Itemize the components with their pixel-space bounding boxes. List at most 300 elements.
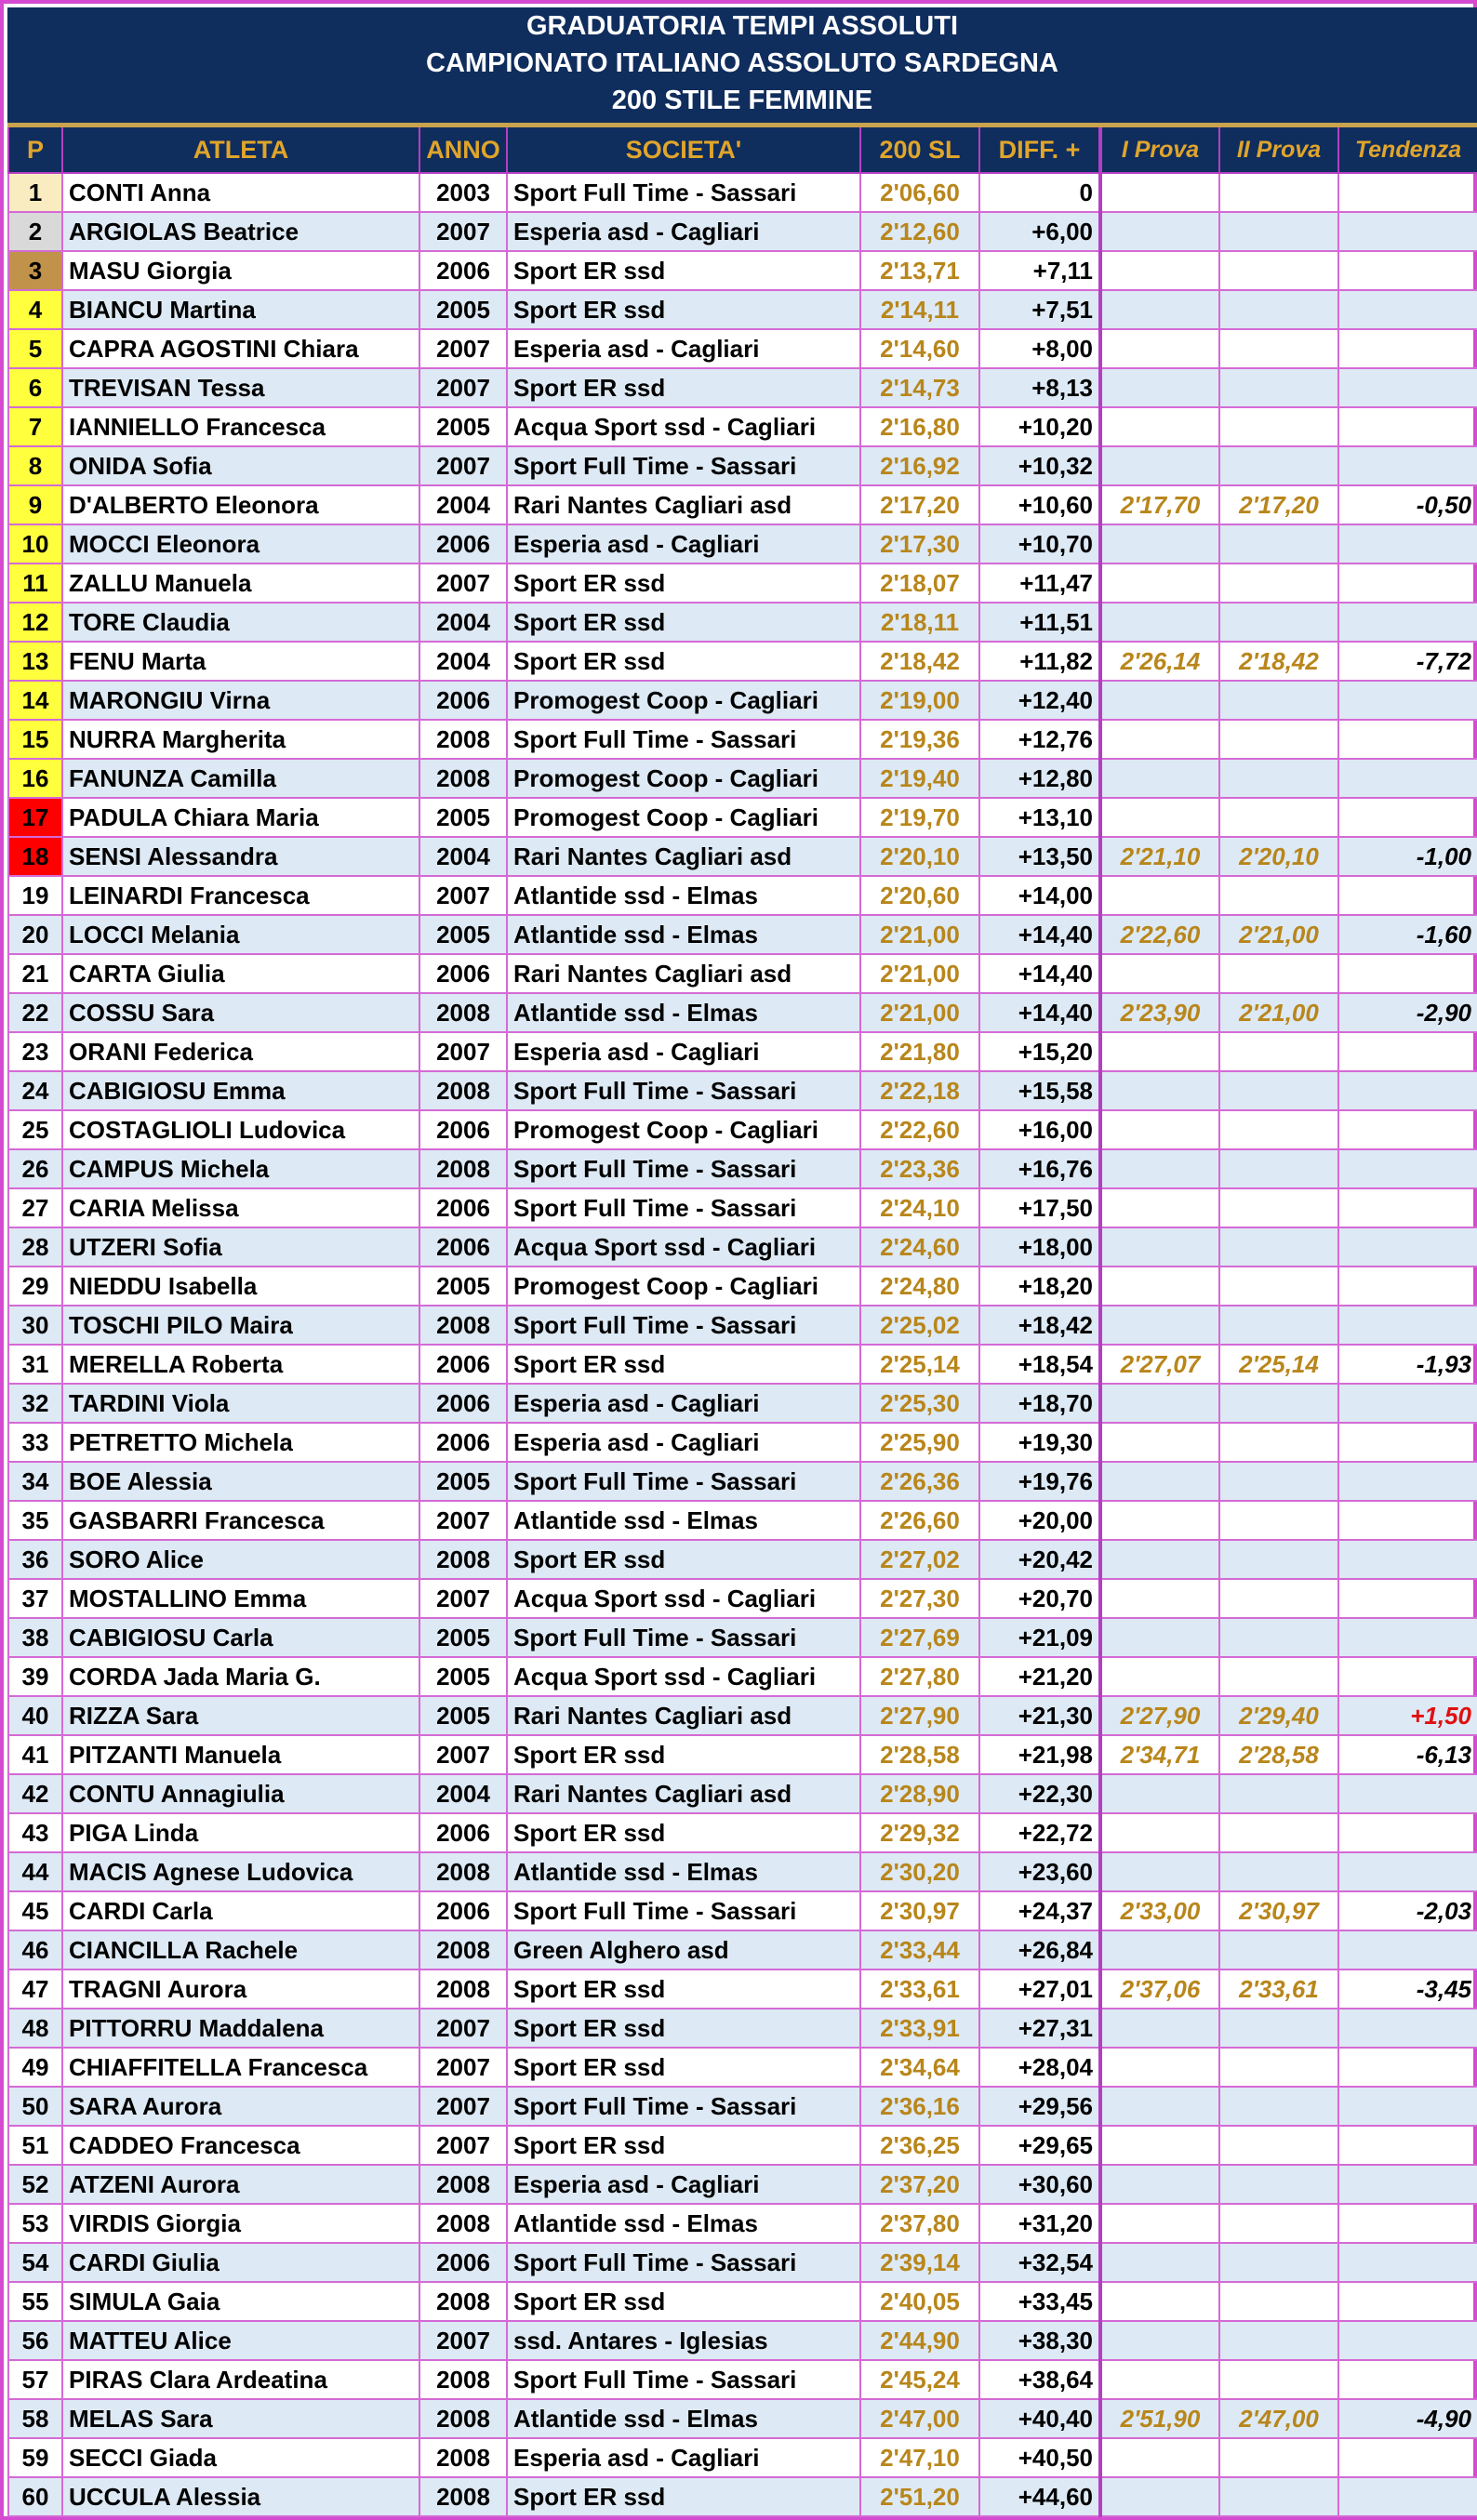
table-row (8, 2126, 1477, 2165)
second-trial-time (1219, 1306, 1338, 1345)
first-trial-time (1100, 1657, 1219, 1696)
first-trial-time (1100, 173, 1219, 212)
club-name: Sport ER ssd (507, 2126, 860, 2165)
race-time: 2'19,36 (860, 720, 979, 759)
row-position: 48 (8, 2009, 62, 2048)
table-row (8, 1462, 1477, 1501)
first-trial-time (1100, 798, 1219, 837)
table-row (8, 1345, 1477, 1384)
row-position: 8 (8, 446, 62, 485)
race-time: 2'25,30 (860, 1384, 979, 1423)
first-trial-time: 2'27,90 (1100, 1696, 1219, 1735)
second-trial-time: 2'17,20 (1219, 485, 1338, 524)
second-trial-time (1219, 1188, 1338, 1227)
second-trial-time (1219, 329, 1338, 368)
club-name: Sport ER ssd (507, 2282, 860, 2321)
race-time: 2'21,00 (860, 993, 979, 1032)
race-time: 2'27,30 (860, 1579, 979, 1618)
table-row (8, 1930, 1477, 1970)
first-trial-time (1100, 2204, 1219, 2243)
race-time: 2'30,97 (860, 1891, 979, 1930)
first-trial-time (1100, 1110, 1219, 1149)
first-trial-time (1100, 1306, 1219, 1345)
row-position: 16 (8, 759, 62, 798)
trend-value (1338, 251, 1477, 290)
time-difference: +21,09 (979, 1618, 1100, 1657)
race-time: 2'25,14 (860, 1345, 979, 1384)
row-position: 23 (8, 1032, 62, 1071)
time-difference: +18,70 (979, 1384, 1100, 1423)
race-time: 2'33,91 (860, 2009, 979, 2048)
race-time: 2'21,80 (860, 1032, 979, 1071)
second-trial-time: 2'18,42 (1219, 642, 1338, 681)
race-time: 2'18,11 (860, 603, 979, 642)
athlete-name: ZALLU Manuela (62, 564, 419, 603)
athlete-name: PITZANTI Manuela (62, 1735, 419, 1774)
birth-year: 2005 (419, 1267, 507, 1306)
trend-value (1338, 2165, 1477, 2204)
first-trial-time (1100, 2009, 1219, 2048)
time-difference: +29,56 (979, 2087, 1100, 2126)
birth-year: 2008 (419, 2360, 507, 2399)
col-header-athlete: ATLETA (62, 126, 419, 174)
first-trial-time (1100, 368, 1219, 407)
athlete-name: MASU Giorgia (62, 251, 419, 290)
row-position: 30 (8, 1306, 62, 1345)
trend-value (1338, 329, 1477, 368)
birth-year: 2005 (419, 290, 507, 329)
club-name: Sport Full Time - Sassari (507, 720, 860, 759)
second-trial-time (1219, 1267, 1338, 1306)
time-difference: +10,70 (979, 524, 1100, 564)
second-trial-time (1219, 1501, 1338, 1540)
time-difference: +7,51 (979, 290, 1100, 329)
club-name: Sport ER ssd (507, 290, 860, 329)
birth-year: 2008 (419, 1540, 507, 1579)
trend-value (1338, 173, 1477, 212)
second-trial-time (1219, 2282, 1338, 2321)
time-difference: +20,00 (979, 1501, 1100, 1540)
row-position: 3 (8, 251, 62, 290)
race-time: 2'37,80 (860, 2204, 979, 2243)
second-trial-time (1219, 1462, 1338, 1501)
athlete-name: PETRETTO Michela (62, 1423, 419, 1462)
time-difference: +15,58 (979, 1071, 1100, 1110)
birth-year: 2006 (419, 1813, 507, 1852)
athlete-name: NURRA Margherita (62, 720, 419, 759)
race-time: 2'22,18 (860, 1071, 979, 1110)
time-difference: +14,00 (979, 876, 1100, 915)
club-name: Green Alghero asd (507, 1930, 860, 1970)
trend-value: -2,90 (1338, 993, 1477, 1032)
race-time: 2'27,69 (860, 1618, 979, 1657)
time-difference: +24,37 (979, 1891, 1100, 1930)
club-name: Acqua Sport ssd - Cagliari (507, 1579, 860, 1618)
second-trial-time (1219, 1032, 1338, 1071)
club-name: Sport Full Time - Sassari (507, 1891, 860, 1930)
birth-year: 2006 (419, 1384, 507, 1423)
table-row (8, 759, 1477, 798)
club-name: Sport Full Time - Sassari (507, 173, 860, 212)
birth-year: 2005 (419, 798, 507, 837)
race-time: 2'47,00 (860, 2399, 979, 2438)
table-row (8, 2438, 1477, 2477)
athlete-name: MERELLA Roberta (62, 1345, 419, 1384)
birth-year: 2007 (419, 1735, 507, 1774)
club-name: Sport ER ssd (507, 1813, 860, 1852)
row-position: 17 (8, 798, 62, 837)
row-position: 39 (8, 1657, 62, 1696)
club-name: Sport Full Time - Sassari (507, 1071, 860, 1110)
club-name: Esperia asd - Cagliari (507, 1032, 860, 1071)
row-position: 6 (8, 368, 62, 407)
time-difference: +30,60 (979, 2165, 1100, 2204)
trend-value (1338, 876, 1477, 915)
club-name: Rari Nantes Cagliari asd (507, 954, 860, 993)
birth-year: 2006 (419, 681, 507, 720)
first-trial-time: 2'34,71 (1100, 1735, 1219, 1774)
first-trial-time (1100, 329, 1219, 368)
trend-value (1338, 564, 1477, 603)
row-position: 41 (8, 1735, 62, 1774)
athlete-name: CIANCILLA Rachele (62, 1930, 419, 1970)
trend-value (1338, 2321, 1477, 2360)
results-table (7, 123, 1477, 2517)
first-trial-time (1100, 2360, 1219, 2399)
club-name: Esperia asd - Cagliari (507, 2438, 860, 2477)
row-position: 4 (8, 290, 62, 329)
table-row (8, 954, 1477, 993)
race-time: 2'27,80 (860, 1657, 979, 1696)
second-trial-time (1219, 1540, 1338, 1579)
second-trial-time (1219, 759, 1338, 798)
row-position: 25 (8, 1110, 62, 1149)
table-row (8, 1579, 1477, 1618)
time-difference: +12,80 (979, 759, 1100, 798)
race-time: 2'47,10 (860, 2438, 979, 2477)
row-position: 13 (8, 642, 62, 681)
table-row (8, 798, 1477, 837)
trend-value (1338, 798, 1477, 837)
row-position: 36 (8, 1540, 62, 1579)
table-row (8, 1774, 1477, 1813)
second-trial-time (1219, 1227, 1338, 1267)
time-difference: +33,45 (979, 2282, 1100, 2321)
athlete-name: TRAGNI Aurora (62, 1970, 419, 2009)
birth-year: 2006 (419, 1423, 507, 1462)
first-trial-time: 2'33,00 (1100, 1891, 1219, 1930)
second-trial-time (1219, 524, 1338, 564)
table-row (8, 2321, 1477, 2360)
athlete-name: ARGIOLAS Beatrice (62, 212, 419, 251)
club-name: Sport Full Time - Sassari (507, 1618, 860, 1657)
trend-value: -1,60 (1338, 915, 1477, 954)
club-name: Atlantide ssd - Elmas (507, 915, 860, 954)
race-time: 2'14,73 (860, 368, 979, 407)
athlete-name: CARDI Giulia (62, 2243, 419, 2282)
athlete-name: CHIAFFITELLA Francesca (62, 2048, 419, 2087)
second-trial-time (1219, 1930, 1338, 1970)
first-trial-time (1100, 1267, 1219, 1306)
race-time: 2'22,60 (860, 1110, 979, 1149)
time-difference: +10,20 (979, 407, 1100, 446)
second-trial-time (1219, 1384, 1338, 1423)
col-header-trend: Tendenza (1338, 126, 1477, 174)
birth-year: 2006 (419, 1188, 507, 1227)
time-difference: +8,13 (979, 368, 1100, 407)
time-difference: +18,42 (979, 1306, 1100, 1345)
second-trial-time (1219, 2165, 1338, 2204)
trend-value: -1,93 (1338, 1345, 1477, 1384)
birth-year: 2004 (419, 485, 507, 524)
athlete-name: MELAS Sara (62, 2399, 419, 2438)
race-time: 2'26,36 (860, 1462, 979, 1501)
race-time: 2'30,20 (860, 1852, 979, 1891)
race-time: 2'29,32 (860, 1813, 979, 1852)
trend-value: -3,45 (1338, 1970, 1477, 2009)
athlete-name: CARTA Giulia (62, 954, 419, 993)
second-trial-time (1219, 1852, 1338, 1891)
birth-year: 2008 (419, 759, 507, 798)
first-trial-time (1100, 1032, 1219, 1071)
race-time: 2'23,36 (860, 1149, 979, 1188)
table-row (8, 2048, 1477, 2087)
birth-year: 2005 (419, 1657, 507, 1696)
time-difference: +28,04 (979, 2048, 1100, 2087)
second-trial-time (1219, 681, 1338, 720)
race-time: 2'24,10 (860, 1188, 979, 1227)
time-difference: +44,60 (979, 2477, 1100, 2516)
second-trial-time (1219, 2438, 1338, 2477)
first-trial-time (1100, 876, 1219, 915)
club-name: Atlantide ssd - Elmas (507, 2399, 860, 2438)
birth-year: 2008 (419, 2399, 507, 2438)
trend-value (1338, 290, 1477, 329)
second-trial-time (1219, 173, 1338, 212)
first-trial-time (1100, 2165, 1219, 2204)
trend-value (1338, 2477, 1477, 2516)
birth-year: 2004 (419, 837, 507, 876)
club-name: Promogest Coop - Cagliari (507, 1110, 860, 1149)
trend-value (1338, 1540, 1477, 1579)
first-trial-time (1100, 1579, 1219, 1618)
first-trial-time (1100, 759, 1219, 798)
athlete-name: MOSTALLINO Emma (62, 1579, 419, 1618)
club-name: Esperia asd - Cagliari (507, 524, 860, 564)
race-time: 2'25,90 (860, 1423, 979, 1462)
trend-value: -7,72 (1338, 642, 1477, 681)
first-trial-time (1100, 1774, 1219, 1813)
athlete-name: LEINARDI Francesca (62, 876, 419, 915)
table-row (8, 1306, 1477, 1345)
row-position: 42 (8, 1774, 62, 1813)
table-row (8, 1267, 1477, 1306)
race-time: 2'25,02 (860, 1306, 979, 1345)
club-name: Atlantide ssd - Elmas (507, 993, 860, 1032)
table-row (8, 1501, 1477, 1540)
table-row (8, 1032, 1477, 1071)
trend-value (1338, 2048, 1477, 2087)
race-time: 2'06,60 (860, 173, 979, 212)
race-time: 2'18,42 (860, 642, 979, 681)
birth-year: 2008 (419, 1930, 507, 1970)
club-name: Sport ER ssd (507, 1540, 860, 1579)
trend-value (1338, 1188, 1477, 1227)
first-trial-time (1100, 1540, 1219, 1579)
second-trial-time (1219, 1110, 1338, 1149)
second-trial-time: 2'21,00 (1219, 915, 1338, 954)
athlete-name: CORDA Jada Maria G. (62, 1657, 419, 1696)
table-row (8, 485, 1477, 524)
athlete-name: ATZENI Aurora (62, 2165, 419, 2204)
club-name: Rari Nantes Cagliari asd (507, 485, 860, 524)
time-difference: +8,00 (979, 329, 1100, 368)
header-row (8, 126, 1477, 174)
table-row (8, 1970, 1477, 2009)
time-difference: +19,30 (979, 1423, 1100, 1462)
time-difference: +32,54 (979, 2243, 1100, 2282)
table-row (8, 368, 1477, 407)
time-difference: +11,51 (979, 603, 1100, 642)
athlete-name: TOSCHI PILO Maira (62, 1306, 419, 1345)
club-name: Atlantide ssd - Elmas (507, 1501, 860, 1540)
first-trial-time (1100, 2048, 1219, 2087)
athlete-name: PIGA Linda (62, 1813, 419, 1852)
row-position: 34 (8, 1462, 62, 1501)
race-time: 2'19,70 (860, 798, 979, 837)
row-position: 2 (8, 212, 62, 251)
row-position: 21 (8, 954, 62, 993)
first-trial-time (1100, 2321, 1219, 2360)
table-row (8, 290, 1477, 329)
birth-year: 2008 (419, 1149, 507, 1188)
time-difference: +14,40 (979, 915, 1100, 954)
athlete-name: FENU Marta (62, 642, 419, 681)
second-trial-time (1219, 954, 1338, 993)
time-difference: +31,20 (979, 2204, 1100, 2243)
second-trial-time (1219, 1774, 1338, 1813)
time-difference: +7,11 (979, 251, 1100, 290)
race-time: 2'14,60 (860, 329, 979, 368)
athlete-name: NIEDDU Isabella (62, 1267, 419, 1306)
birth-year: 2004 (419, 603, 507, 642)
trend-value (1338, 1149, 1477, 1188)
athlete-name: PIRAS Clara Ardeatina (62, 2360, 419, 2399)
row-position: 33 (8, 1423, 62, 1462)
row-position: 7 (8, 407, 62, 446)
trend-value (1338, 1110, 1477, 1149)
trend-value (1338, 1227, 1477, 1267)
athlete-name: CONTI Anna (62, 173, 419, 212)
athlete-name: CABIGIOSU Carla (62, 1618, 419, 1657)
col-header-year: ANNO (419, 126, 507, 174)
trend-value (1338, 1657, 1477, 1696)
trend-value (1338, 1774, 1477, 1813)
birth-year: 2008 (419, 1852, 507, 1891)
first-trial-time (1100, 2282, 1219, 2321)
trend-value (1338, 759, 1477, 798)
race-time: 2'33,44 (860, 1930, 979, 1970)
race-time: 2'36,16 (860, 2087, 979, 2126)
first-trial-time: 2'51,90 (1100, 2399, 1219, 2438)
second-trial-time (1219, 2243, 1338, 2282)
table-row (8, 837, 1477, 876)
athlete-name: CARIA Melissa (62, 1188, 419, 1227)
table-row (8, 446, 1477, 485)
second-trial-time: 2'47,00 (1219, 2399, 1338, 2438)
athlete-name: CARDI Carla (62, 1891, 419, 1930)
birth-year: 2008 (419, 2165, 507, 2204)
time-difference: +21,20 (979, 1657, 1100, 1696)
trend-value: -0,50 (1338, 485, 1477, 524)
athlete-name: RIZZA Sara (62, 1696, 419, 1735)
birth-year: 2008 (419, 2438, 507, 2477)
first-trial-time (1100, 2087, 1219, 2126)
birth-year: 2007 (419, 2087, 507, 2126)
race-time: 2'27,02 (860, 1540, 979, 1579)
row-position: 20 (8, 915, 62, 954)
trend-value (1338, 212, 1477, 251)
time-difference: +12,40 (979, 681, 1100, 720)
title-banner (7, 7, 1477, 123)
athlete-name: VIRDIS Giorgia (62, 2204, 419, 2243)
race-time: 2'12,60 (860, 212, 979, 251)
first-trial-time (1100, 524, 1219, 564)
table-row (8, 2087, 1477, 2126)
race-time: 2'16,92 (860, 446, 979, 485)
table-row (8, 603, 1477, 642)
table-row (8, 1891, 1477, 1930)
first-trial-time (1100, 603, 1219, 642)
table-row (8, 251, 1477, 290)
trend-value (1338, 1813, 1477, 1852)
trend-value (1338, 524, 1477, 564)
birth-year: 2008 (419, 2477, 507, 2516)
row-position: 43 (8, 1813, 62, 1852)
athlete-name: D'ALBERTO Eleonora (62, 485, 419, 524)
first-trial-time: 2'21,10 (1100, 837, 1219, 876)
athlete-name: MOCCI Eleonora (62, 524, 419, 564)
first-trial-time (1100, 1384, 1219, 1423)
club-name: Sport Full Time - Sassari (507, 2243, 860, 2282)
race-time: 2'51,20 (860, 2477, 979, 2516)
col-header-club: SOCIETA' (507, 126, 860, 174)
race-time: 2'17,20 (860, 485, 979, 524)
row-position: 46 (8, 1930, 62, 1970)
table-row (8, 1227, 1477, 1267)
row-position: 50 (8, 2087, 62, 2126)
birth-year: 2007 (419, 2009, 507, 2048)
time-difference: +40,50 (979, 2438, 1100, 2477)
first-trial-time (1100, 1188, 1219, 1227)
race-time: 2'19,40 (860, 759, 979, 798)
race-time: 2'16,80 (860, 407, 979, 446)
trend-value (1338, 2360, 1477, 2399)
row-position: 56 (8, 2321, 62, 2360)
trend-value (1338, 720, 1477, 759)
athlete-name: CAPRA AGOSTINI Chiara (62, 329, 419, 368)
athlete-name: TARDINI Viola (62, 1384, 419, 1423)
time-difference: +12,76 (979, 720, 1100, 759)
col-header-position: P (8, 126, 62, 174)
second-trial-time (1219, 2204, 1338, 2243)
second-trial-time (1219, 1071, 1338, 1110)
row-position: 11 (8, 564, 62, 603)
athlete-name: SENSI Alessandra (62, 837, 419, 876)
race-time: 2'14,11 (860, 290, 979, 329)
first-trial-time (1100, 2438, 1219, 2477)
table-row (8, 524, 1477, 564)
